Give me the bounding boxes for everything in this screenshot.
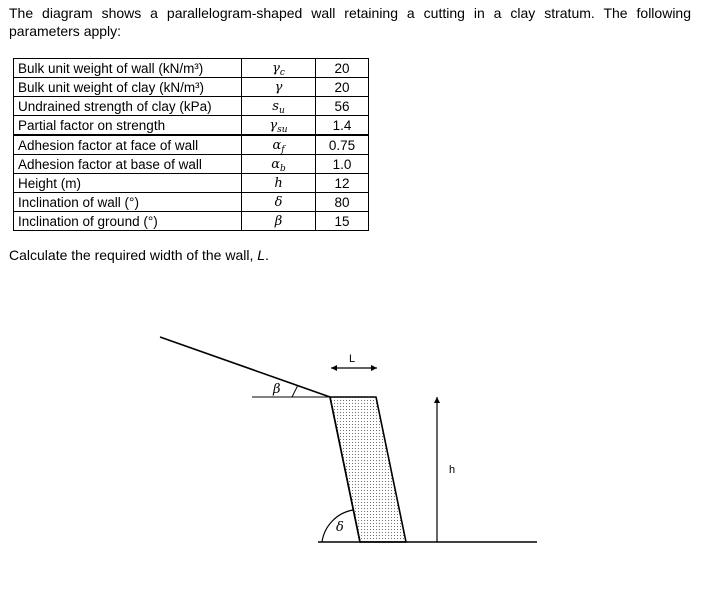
parameter-value: 1.4 <box>316 116 369 136</box>
question-variable: L <box>257 247 266 263</box>
symbol-main: β <box>274 213 283 229</box>
problem-intro: The diagram shows a parallelogram-shaped wall retaining a cutting in a clay stratum. The following parameters apply: <box>9 5 691 39</box>
parameter-label: Bulk unit weight of wall (kN/m³) <box>14 59 242 78</box>
symbol-main: s <box>272 98 279 114</box>
parameter-label: Inclination of ground (°) <box>14 212 242 231</box>
parameter-label: Inclination of wall (°) <box>14 193 242 212</box>
width-label: L <box>349 353 356 365</box>
parameter-value: 56 <box>316 97 369 116</box>
question-end: . <box>265 247 269 263</box>
parameter-value: 15 <box>316 212 369 231</box>
parameter-label: Undrained strength of clay (kPa) <box>14 97 242 116</box>
beta-arc <box>292 385 298 397</box>
symbol-subscript: c <box>279 67 285 78</box>
parameter-label: Partial factor on strength <box>14 116 242 136</box>
symbol-subscript: su <box>277 124 288 135</box>
symbol-main: α <box>272 137 282 153</box>
symbol-main: δ <box>274 194 283 210</box>
ground-slope-line <box>160 337 330 397</box>
parameter-label: Height (m) <box>14 174 242 193</box>
parameter-value: 12 <box>316 174 369 193</box>
width-arrow-left <box>331 365 337 371</box>
beta-label: β <box>273 382 281 397</box>
symbol-main: α <box>271 156 280 172</box>
symbol-subscript: b <box>280 163 286 174</box>
parameter-value: 0.75 <box>316 135 369 155</box>
symbol-main: γ <box>272 60 280 76</box>
height-arrow-top <box>434 397 440 403</box>
symbol-main: γ <box>269 117 278 133</box>
parameter-value: 1.0 <box>316 155 369 174</box>
parameter-value: 80 <box>316 193 369 212</box>
symbol-subscript: u <box>278 105 285 116</box>
parameter-value: 20 <box>316 59 369 78</box>
symbol-main: γ <box>274 79 283 95</box>
parameter-label: Adhesion factor at base of wall <box>14 155 242 174</box>
parameter-value: 20 <box>316 78 369 97</box>
delta-label: δ <box>336 520 344 535</box>
question-prompt: Calculate the required width of the wall, <box>9 247 258 263</box>
parameter-label: Bulk unit weight of clay (kN/m³) <box>14 78 242 97</box>
parameter-label: Adhesion factor at face of wall <box>14 135 242 155</box>
symbol-main: h <box>274 175 283 191</box>
width-arrow-right <box>371 365 377 371</box>
symbol-subscript: f <box>281 144 285 155</box>
height-label: h <box>449 464 456 476</box>
